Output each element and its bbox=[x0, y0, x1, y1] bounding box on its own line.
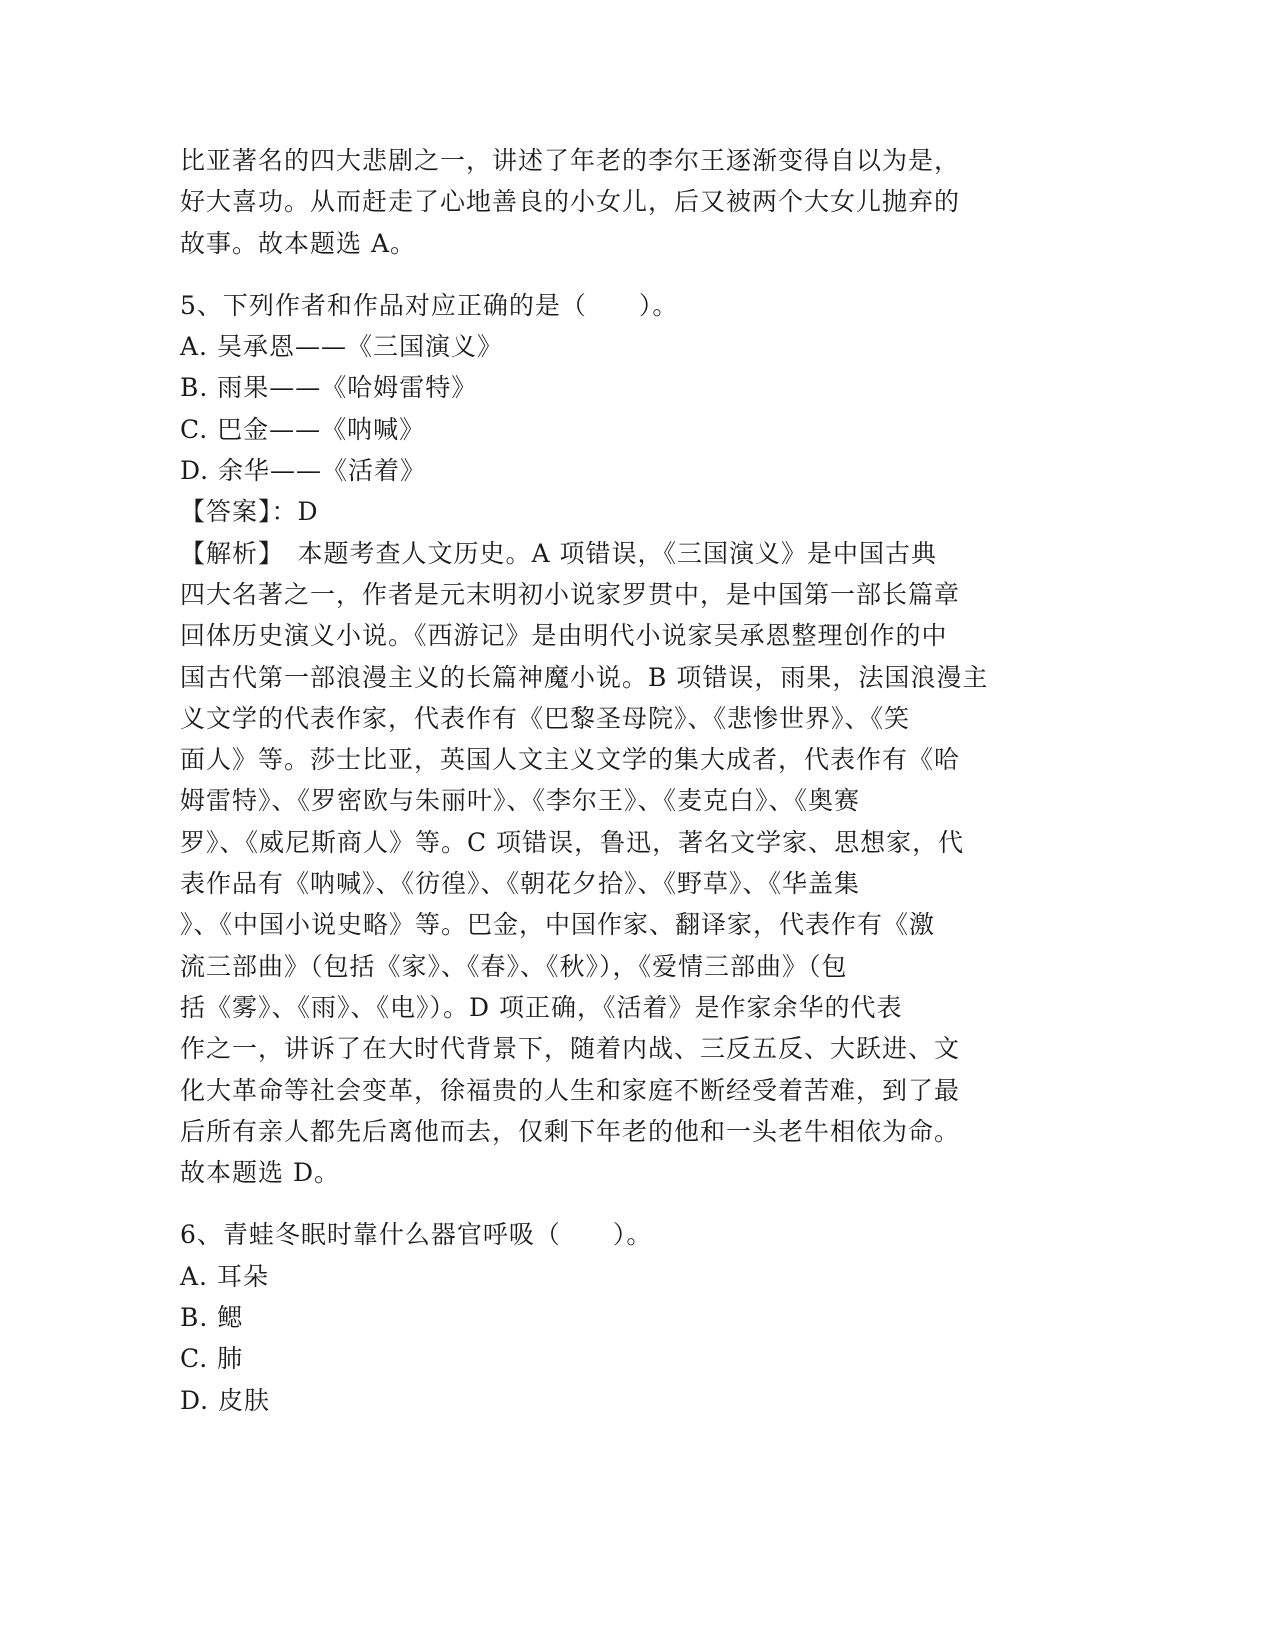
option-a: A. 耳朵 bbox=[180, 1261, 269, 1291]
question-stem: 5、下列作者和作品对应正确的是（ ）。 bbox=[180, 290, 679, 320]
paragraph-line: 比亚著名的四大悲剧之一，讲述了年老的李尔王逐渐变得自以为是， bbox=[180, 146, 961, 175]
spacer bbox=[180, 264, 1040, 285]
analysis-block bbox=[180, 533, 1040, 1194]
analysis-line: 流三部曲》（包括《家》、《春》、《秋》），《爱情三部曲》（包 bbox=[180, 951, 848, 981]
analysis-line: 》、《中国小说史略》等。巴金，中国作家、翻译家，代表作有《激 bbox=[180, 910, 936, 940]
paragraph-line: 故事。故本题选 A。 bbox=[180, 228, 417, 258]
answer-line: 【答案】：D bbox=[180, 497, 319, 527]
analysis-line: 后所有亲人都先后离他而去，仅剩下年老的他和一头老牛相依为命。 bbox=[180, 1116, 961, 1146]
analysis-line: 表作品有《呐喊》、《彷徨》、《朝花夕拾》、《野草》、《华盖集 bbox=[180, 869, 861, 899]
analysis-line: 姆雷特》、《罗密欧与朱丽叶》、《李尔王》、《麦克白》、《奥赛 bbox=[180, 786, 861, 816]
analysis-line: 作之一，讲诉了在大时代背景下，随着内战、三反五反、大跃进、文 bbox=[180, 1034, 961, 1064]
question-stem: 6、青蛙冬眠时靠什么器官呼吸（ ）。 bbox=[180, 1220, 653, 1250]
analysis-line: 【解析】 本题考查人文历史。A 项错误，《三国演义》是中国古典 bbox=[180, 538, 938, 568]
question-6 bbox=[180, 1214, 1040, 1420]
option-d: D. 余华——《活着》 bbox=[180, 456, 427, 486]
question-5 bbox=[180, 285, 1040, 1194]
analysis-line: 义文学的代表作家，代表作有《巴黎圣母院》、《悲惨世界》、《笑 bbox=[180, 703, 911, 733]
analysis-line: 四大名著之一，作者是元末明初小说家罗贯中，是中国第一部长篇章 bbox=[180, 579, 961, 609]
analysis-line: 国古代第一部浪漫主义的长篇神魔小说。B 项错误，雨果，法国浪漫主 bbox=[180, 662, 989, 692]
option-b: B. 雨果——《哈姆雷特》 bbox=[180, 373, 478, 403]
paragraph-line: 好大喜功。从而赶走了心地善良的小女儿，后又被两个大女儿抛弃的 bbox=[180, 187, 961, 217]
previous-analysis-continuation bbox=[180, 140, 1040, 264]
analysis-line: 回体历史演义小说。《西游记》是由明代小说家吴承恩整理创作的中 bbox=[180, 621, 948, 651]
option-a: A. 吴承恩——《三国演义》 bbox=[180, 332, 503, 362]
analysis-line: 化大革命等社会变革，徐福贵的人生和家庭不断经受着苦难，到了最 bbox=[180, 1075, 961, 1105]
spacer bbox=[180, 1193, 1040, 1214]
analysis-line: 括《雾》、《雨》、《电》）。D 项正确，《活着》是作家余华的代表 bbox=[180, 992, 903, 1022]
option-c: C. 肺 bbox=[180, 1344, 244, 1374]
option-c: C. 巴金——《呐喊》 bbox=[180, 414, 426, 444]
analysis-line: 面人》等。莎士比亚，英国人文主义文学的集大成者，代表作有《哈 bbox=[180, 745, 961, 775]
option-d: D. 皮肤 bbox=[180, 1385, 271, 1415]
analysis-line: 故本题选 D。 bbox=[180, 1158, 340, 1188]
document-page bbox=[180, 140, 1040, 1421]
analysis-line: 罗》、《威尼斯商人》等。C 项错误，鲁迅，著名文学家、思想家，代 bbox=[180, 827, 965, 857]
option-b: B. 鳃 bbox=[180, 1303, 244, 1333]
